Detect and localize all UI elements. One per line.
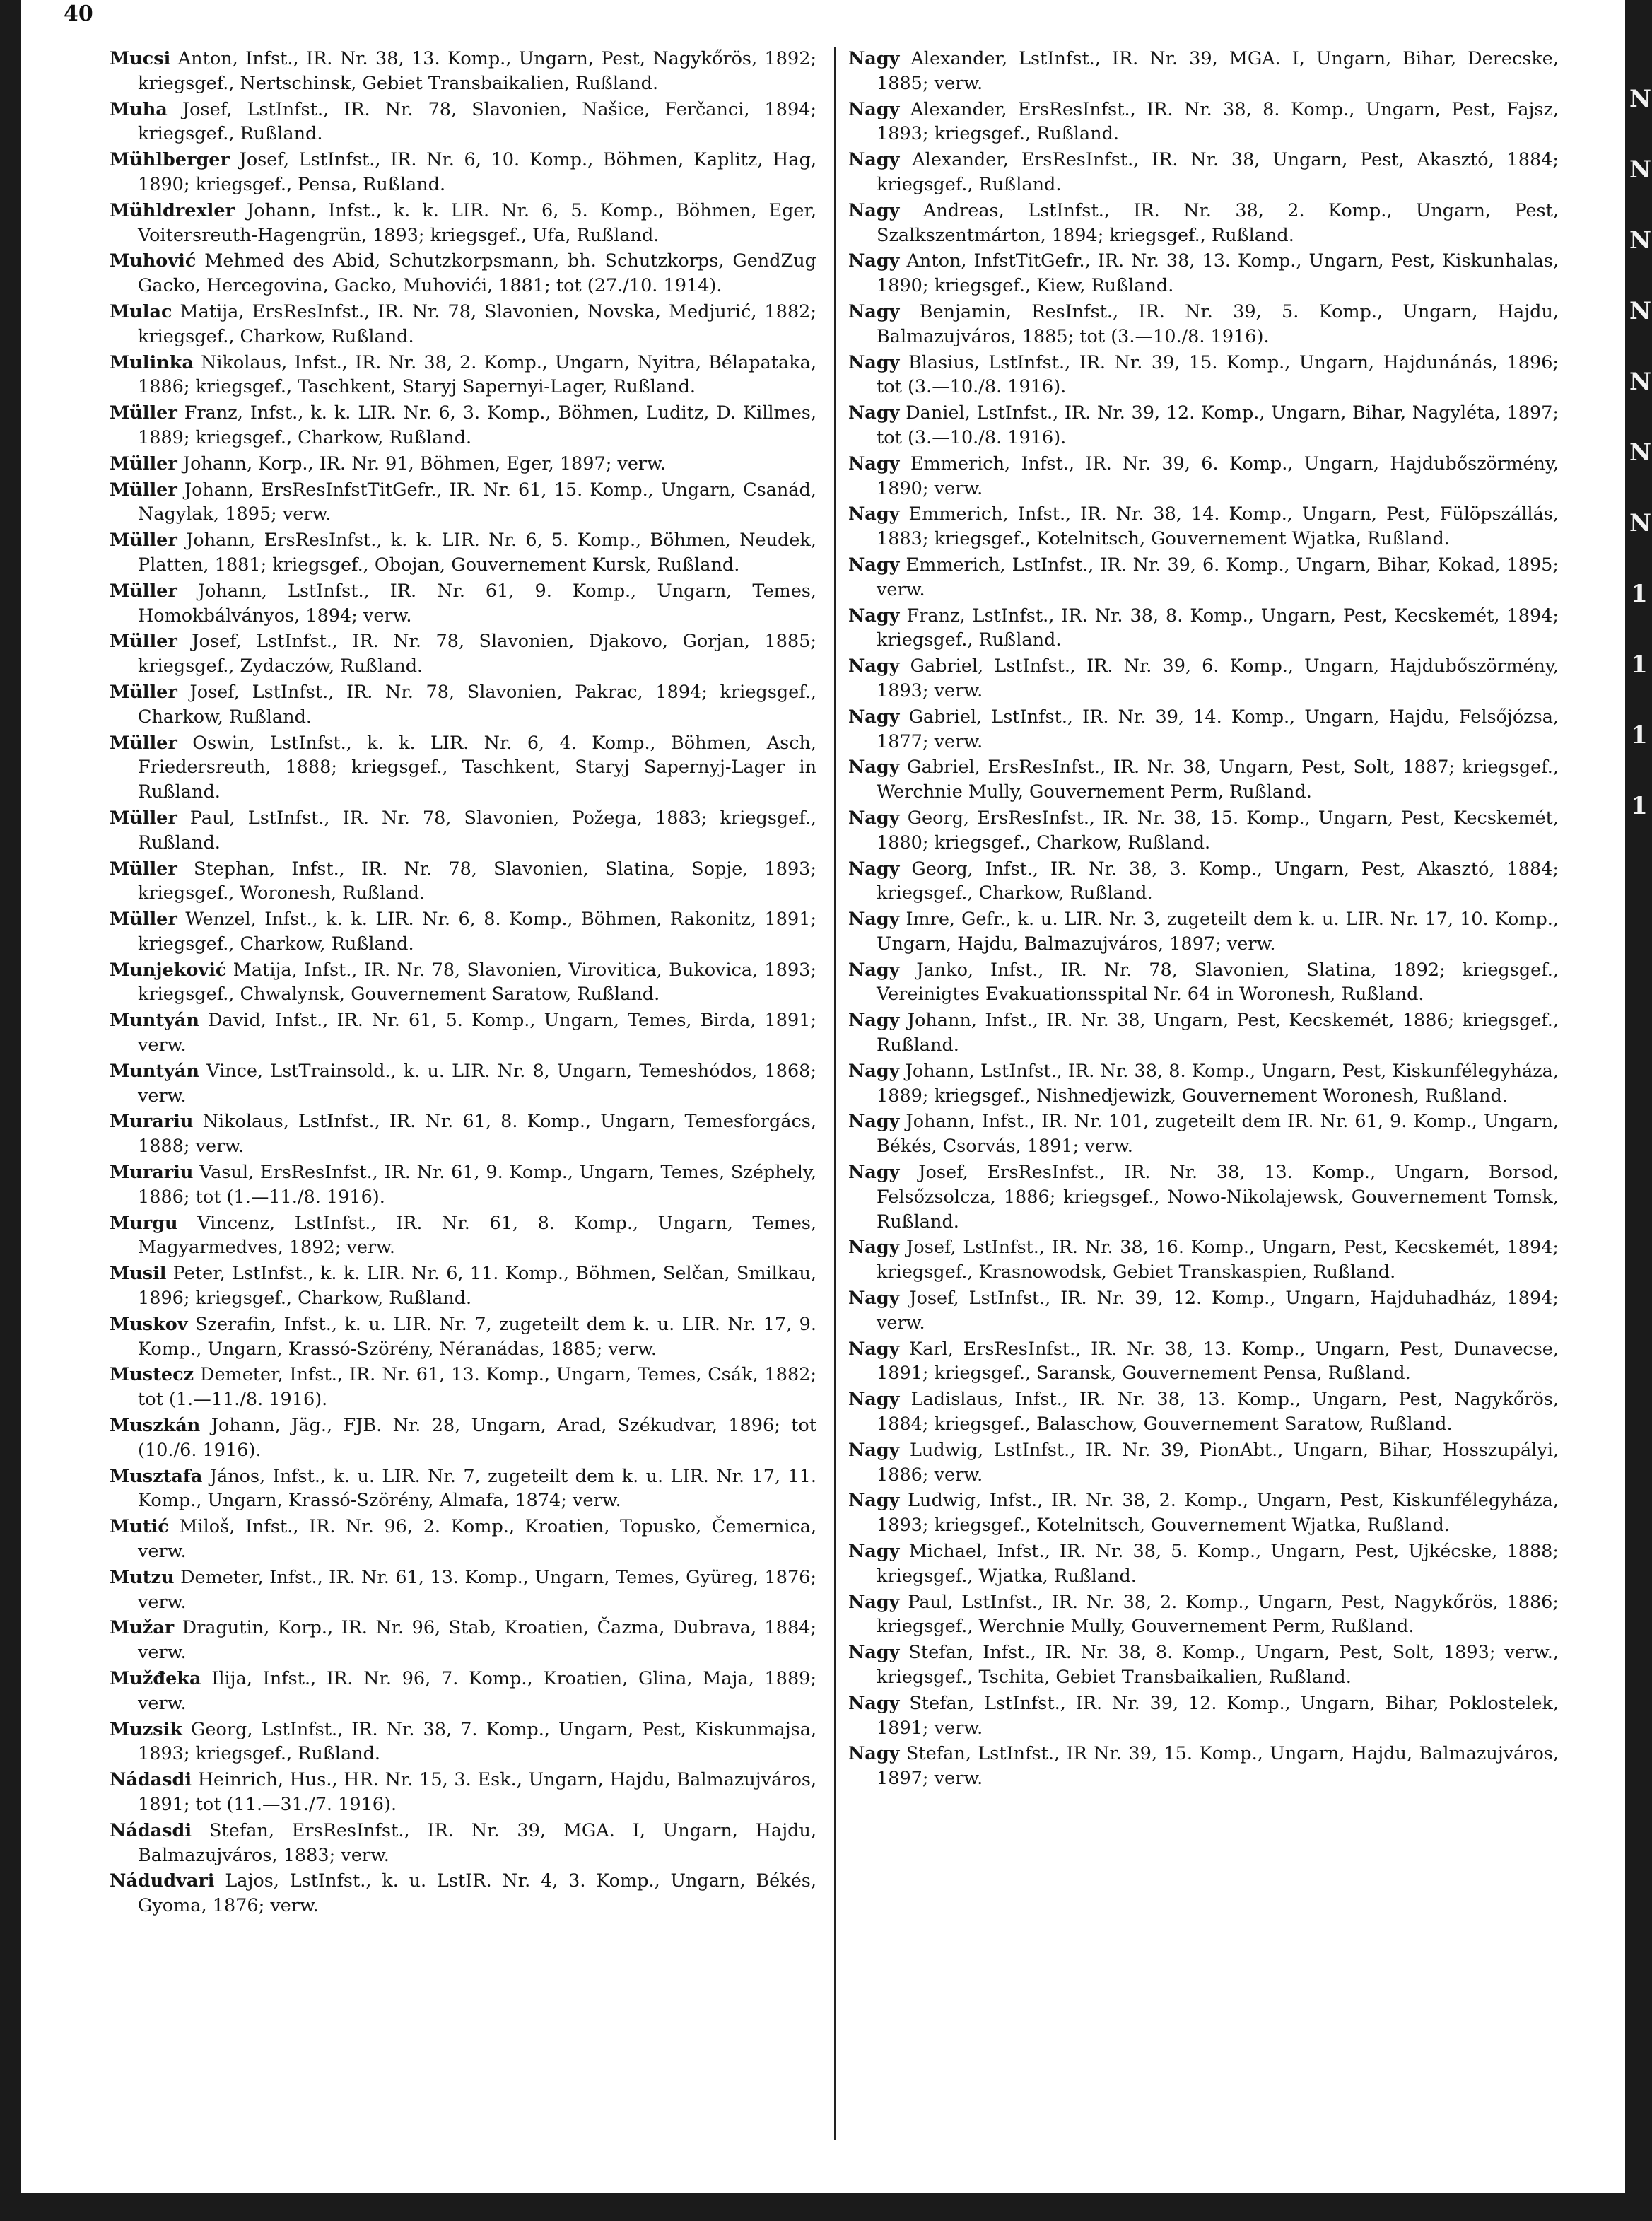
casualty-entry: [110, 1109, 816, 1159]
entry-surname: Nádudvari: [110, 1870, 215, 1892]
casualty-entry: [848, 148, 1559, 197]
edge-letter: N: [1629, 509, 1652, 537]
casualty-entry: [848, 502, 1559, 552]
entry-details: Emmerich, Infst., IR. Nr. 38, 14. Komp., Ungarn, Pest, Fülöpszállás, 1883; kriegsgef., Kotelnitsch, Gouvernement Wjatka, Rußland.: [877, 503, 1559, 550]
entry-details: Michael, Infst., IR. Nr. 38, 5. Komp., Ungarn, Pest, Ujkécske, 1888; kriegsgef., Wjatka, Rußland.: [877, 1541, 1559, 1587]
casualty-entry: [110, 1819, 816, 1868]
casualty-entry: [848, 401, 1559, 450]
entry-details: Daniel, LstInfst., IR. Nr. 39, 12. Komp., Ungarn, Bihar, Nagyléta, 1897; tot (3.—10./8. 1916).: [877, 402, 1559, 448]
entry-surname: Nagy: [848, 453, 900, 474]
edge-letter: N: [1629, 368, 1652, 396]
entry-surname: Nagy: [848, 655, 900, 677]
casualty-entry: [110, 1667, 816, 1716]
entry-details: Ludwig, Infst., IR. Nr. 38, 2. Komp., Ungarn, Pest, Kiskunfélegyháza, 1893; kriegsgef., Kotelnitsch, Gouvernement Wjatka, Rußland.: [877, 1490, 1559, 1537]
casualty-entry: [110, 1160, 816, 1210]
left-column: [110, 47, 816, 1920]
entry-details: Oswin, LstInfst., k. k. LIR. Nr. 6, 4. Komp., Böhmen, Asch, Friedersreuth, 1888; kriegsgef., Taschkent, Staryj Sapernyj-Lager in Rußland.: [138, 732, 817, 803]
casualty-entry: [848, 755, 1559, 805]
entry-details: Franz, LstInfst., IR. Nr. 38, 8. Komp., Ungarn, Pest, Kecskemét, 1894; kriegsgef., Rußland.: [877, 605, 1559, 651]
entry-surname: Nagy: [848, 351, 900, 373]
entry-surname: Mühldrexler: [110, 199, 235, 221]
entry-surname: Nagy: [848, 757, 900, 779]
casualty-entry: [110, 1566, 816, 1615]
entry-details: Matija, Infst., IR. Nr. 78, Slavonien, Virovitica, Bukovica, 1893; kriegsgef., Chwalynsk, Gouvernement Saratow, Rußland.: [138, 959, 816, 1005]
entry-surname: Munjeković: [110, 959, 227, 981]
casualty-entry: [848, 1387, 1559, 1437]
entry-details: Josef, LstInfst., IR. Nr. 78, Slavonien, Djakovo, Gorjan, 1885; kriegsgef., Zydaczów, Rußland.: [138, 631, 817, 677]
entry-surname: Murariu: [110, 1111, 194, 1133]
edge-letter: 1: [1631, 721, 1648, 750]
entry-surname: Mulinka: [110, 351, 194, 373]
entry-surname: Mucsi: [110, 48, 171, 69]
entry-details: Josef, LstInfst., IR. Nr. 78, Slavonien, Našice, Ferčanci, 1894; kriegsgef., Rußland.: [138, 98, 816, 145]
entry-details: Vasul, ErsResInfst., IR. Nr. 61, 9. Komp., Ungarn, Temes, Széphely, 1886; tot (1.—11./8. 1916).: [138, 1162, 816, 1208]
edge-letter: N: [1629, 85, 1652, 113]
entry-surname: Nagy: [848, 1642, 900, 1664]
casualty-entry: [110, 478, 816, 527]
edge-letter: N: [1629, 226, 1652, 255]
entry-details: Johann, Infst., IR. Nr. 101, zugeteilt dem IR. Nr. 61, 9. Komp., Ungarn, Békés, Csorvás, 1891; verw.: [877, 1111, 1559, 1158]
entry-details: Vincenz, LstInfst., IR. Nr. 61, 8. Komp., Ungarn, Temes, Magyarmedves, 1892; verw.: [138, 1212, 817, 1259]
entry-details: Johann, Jäg., FJB. Nr. 28, Ungarn, Arad, Székudvar, 1896; tot (10./6. 1916).: [138, 1415, 816, 1461]
casualty-entry: [110, 1059, 816, 1109]
casualty-entry: [848, 806, 1559, 856]
casualty-entry: [848, 1488, 1559, 1538]
entry-surname: Mühlberger: [110, 149, 230, 171]
entry-details: Alexander, LstInfst., IR. Nr. 39, MGA. I, Ungarn, Bihar, Derecske, 1885; verw.: [877, 48, 1559, 94]
entry-surname: Nagy: [848, 1338, 900, 1360]
entry-details: Vince, LstTrainsold., k. u. LIR. Nr. 8, Ungarn, Temeshódos, 1868; verw.: [138, 1060, 816, 1107]
casualty-entry: [110, 401, 816, 450]
entry-details: Paul, LstInfst., IR. Nr. 78, Slavonien, Požega, 1883; kriegsgef., Rußland.: [138, 807, 817, 853]
casualty-entry: [848, 199, 1559, 248]
casualty-entry: [848, 1059, 1559, 1109]
casualty-entry: [110, 199, 816, 248]
casualty-entry: [848, 1742, 1559, 1791]
casualty-entry: [848, 857, 1559, 907]
casualty-entry: [110, 857, 816, 907]
adjacent-page-edge-letters: [1629, 64, 1652, 841]
entry-details: David, Infst., IR. Nr. 61, 5. Komp., Ungarn, Temes, Birda, 1891; verw.: [138, 1010, 816, 1056]
entry-surname: Nagy: [848, 149, 900, 171]
entry-surname: Muntyán: [110, 1060, 199, 1082]
casualty-entry: [848, 907, 1559, 957]
entry-surname: Müller: [110, 681, 177, 703]
entry-details: Emmerich, Infst., IR. Nr. 39, 6. Komp., Ungarn, Hajdubőszörmény, 1890; verw.: [877, 453, 1559, 499]
casualty-entry: [110, 1312, 816, 1362]
casualty-entry: [848, 351, 1559, 400]
entry-details: Johann, LstInfst., IR. Nr. 38, 8. Komp., Ungarn, Pest, Kiskunfélegyháza, 1889; kriegsgef., Nishnedjewizk, Gouvernement Woronesh, Rußland.: [877, 1060, 1559, 1107]
entry-surname: Musztafa: [110, 1465, 203, 1487]
entry-details: Gabriel, LstInfst., IR. Nr. 39, 14. Komp., Ungarn, Hajdu, Felsőjózsa, 1877; verw.: [877, 706, 1559, 752]
entry-surname: Nagy: [848, 959, 900, 981]
casualty-entry: [848, 1286, 1559, 1336]
entry-surname: Muszkán: [110, 1415, 201, 1437]
entry-details: Johann, ErsResInfst., k. k. LIR. Nr. 6, 5. Komp., Böhmen, Neudek, Platten, 1881; kriegsgef., Obojan, Gouvernement Kursk, Rußland.: [138, 530, 816, 576]
entry-details: Anton, InfstTitGefr., IR. Nr. 38, 13. Komp., Ungarn, Pest, Kiskunhalas, 1890; kriegsgef., Kiew, Rußland.: [877, 250, 1559, 297]
entry-surname: Nagy: [848, 1060, 900, 1082]
left-scan-edge: [0, 0, 21, 2221]
casualty-entry: [848, 47, 1559, 96]
entry-details: Peter, LstInfst., k. k. LIR. Nr. 6, 11. Komp., Böhmen, Selčan, Smilkau, 1896; kriegsgef., Charkow, Rußland.: [138, 1263, 816, 1310]
entry-surname: Nagy: [848, 807, 900, 829]
entry-details: Dragutin, Korp., IR. Nr. 96, Stab, Kroatien, Čazma, Dubrava, 1884; verw.: [138, 1617, 816, 1664]
entry-details: Miloš, Infst., IR. Nr. 96, 2. Komp., Kroatien, Topusko, Čemernica, verw.: [138, 1516, 817, 1563]
column-divider: [834, 47, 836, 2140]
casualty-entry: [848, 1160, 1559, 1234]
entry-surname: Muha: [110, 98, 168, 120]
entry-details: Ladislaus, Infst., IR. Nr. 38, 13. Komp., Ungarn, Pest, Nagykőrös, 1884; kriegsgef., Balaschow, Gouvernement Saratow, Rußland.: [877, 1389, 1559, 1435]
entry-surname: Müller: [110, 631, 177, 653]
casualty-entry: [110, 1718, 816, 1767]
entry-details: Blasius, LstInfst., IR. Nr. 39, 15. Komp., Ungarn, Hajdunánás, 1896; tot (3.—10./8. 1916).: [877, 351, 1559, 398]
casualty-entry: [110, 1515, 816, 1564]
entry-surname: Nagy: [848, 1389, 900, 1411]
casualty-entry: [848, 300, 1559, 349]
entry-details: Franz, Infst., k. k. LIR. Nr. 6, 3. Komp., Böhmen, Luditz, D. Killmes, 1889; kriegsgef., Charkow, Rußland.: [138, 402, 816, 448]
entry-surname: Müller: [110, 479, 177, 501]
entry-surname: Mustecz: [110, 1364, 194, 1386]
casualty-entry: [110, 1616, 816, 1665]
entry-details: Johann, LstInfst., IR. Nr. 61, 9. Komp., Ungarn, Temes, Homokbálványos, 1894; verw.: [138, 580, 816, 626]
entry-details: Josef, LstInfst., IR. Nr. 39, 12. Komp., Ungarn, Hajduhadház, 1894; verw.: [877, 1288, 1559, 1334]
entry-details: Stephan, Infst., IR. Nr. 78, Slavonien, Slatina, Sopje, 1893; kriegsgef., Woronesh, Rußland.: [138, 858, 816, 904]
casualty-entry: [110, 249, 816, 298]
entry-surname: Muzsik: [110, 1718, 182, 1740]
casualty-entry: [848, 1438, 1559, 1488]
casualty-entry: [848, 1539, 1559, 1589]
entry-surname: Nagy: [848, 554, 900, 576]
entry-details: Ilija, Infst., IR. Nr. 96, 7. Komp., Kroatien, Glina, Maja, 1889; verw.: [138, 1668, 816, 1714]
entry-details: Heinrich, Hus., HR. Nr. 15, 3. Esk., Ungarn, Hajdu, Balmazujváros, 1891; tot (11.—31./7. 1916).: [138, 1769, 817, 1815]
entry-surname: Nagy: [848, 199, 900, 221]
entry-surname: Nagy: [848, 1439, 900, 1461]
casualty-entry: [110, 907, 816, 957]
entry-details: Demeter, Infst., IR. Nr. 61, 13. Komp., Ungarn, Temes, Csák, 1882; tot (1.—11./8. 1916).: [138, 1364, 816, 1411]
entry-details: Emmerich, LstInfst., IR. Nr. 39, 6. Komp., Ungarn, Bihar, Kokad, 1895; verw.: [877, 554, 1559, 600]
casualty-entry: [110, 680, 816, 730]
entry-details: Alexander, ErsResInfst., IR. Nr. 38, Ungarn, Pest, Akasztó, 1884; kriegsgef., Rußland.: [877, 149, 1559, 195]
casualty-entry: [110, 629, 816, 679]
entry-surname: Müller: [110, 580, 177, 602]
entry-surname: Nádasdi: [110, 1769, 192, 1791]
entry-surname: Mutzu: [110, 1566, 175, 1588]
entry-details: Georg, LstInfst., IR. Nr. 38, 7. Komp., Ungarn, Pest, Kiskunmajsa, 1893; kriegsgef., Rußland.: [138, 1718, 817, 1765]
entry-surname: Nagy: [848, 1541, 900, 1563]
casualty-entry: [848, 1235, 1559, 1285]
casualty-entry: [848, 705, 1559, 754]
entry-surname: Mutić: [110, 1516, 169, 1538]
entry-surname: Nagy: [848, 1162, 900, 1184]
casualty-entry: [110, 1008, 816, 1058]
casualty-entry: [110, 1211, 816, 1261]
entry-details: Stefan, ErsResInfst., IR. Nr. 39, MGA. I, Ungarn, Hajdu, Balmazujváros, 1883; verw.: [138, 1819, 816, 1866]
entry-details: Stefan, Infst., IR. Nr. 38, 8. Komp., Ungarn, Pest, Solt, 1893; verw., kriegsgef., Tschita, Gebiet Transbaikalien, Rußland.: [877, 1642, 1559, 1688]
entry-surname: Müller: [110, 402, 177, 424]
entry-details: Szerafin, Infst., k. u. LIR. Nr. 7, zugeteilt dem k. u. LIR. Nr. 17, 9. Komp., Ungarn, Krassó-Szörény, Néranádas, 1885; verw.: [138, 1313, 816, 1360]
entry-details: János, Infst., k. u. LIR. Nr. 7, zugeteilt dem k. u. LIR. Nr. 17, 11. Komp., Ungarn, Krassó-Szörény, Almafa, 1874; verw.: [138, 1465, 817, 1512]
entry-details: Matija, ErsResInfst., IR. Nr. 78, Slavonien, Novska, Medjurić, 1882; kriegsgef., Charkow, Rußland.: [138, 301, 816, 347]
casualty-entry: [110, 452, 816, 477]
casualty-entry: [848, 1109, 1559, 1159]
casualty-entry: [110, 300, 816, 349]
entry-details: Johann, Infst., IR. Nr. 38, Ungarn, Pest, Kecskemét, 1886; kriegsgef., Rußland.: [877, 1010, 1559, 1056]
entry-surname: Nagy: [848, 1237, 900, 1259]
entry-surname: Nagy: [848, 301, 900, 322]
entry-details: Ludwig, LstInfst., IR. Nr. 39, PionAbt., Ungarn, Bihar, Hosszupályi, 1886; verw.: [877, 1439, 1559, 1486]
entry-surname: Nagy: [848, 605, 900, 626]
entry-surname: Muntyán: [110, 1010, 199, 1032]
casualty-entry: [110, 528, 816, 578]
casualty-entry: [848, 553, 1559, 602]
entry-details: Stefan, LstInfst., IR Nr. 39, 15. Komp., Ungarn, Hajdu, Balmazujváros, 1897; verw.: [877, 1743, 1559, 1790]
entry-surname: Murariu: [110, 1162, 194, 1184]
entry-details: Gabriel, ErsResInfst., IR. Nr. 38, Ungarn, Pest, Solt, 1887; kriegsgef., Werchnie Mully, Gouvernement Perm, Rußland.: [877, 757, 1559, 803]
edge-letter: 1: [1631, 651, 1648, 679]
right-column: [848, 47, 1559, 1792]
entry-details: Josef, ErsResInfst., IR. Nr. 38, 13. Komp., Ungarn, Borsod, Felsőzsolcza, 1886; kriegsgef., Nowo-Nikolajewsk, Gouvernement Tomsk, Rußland.: [877, 1162, 1559, 1232]
edge-letter: N: [1629, 156, 1652, 184]
entry-details: Johann, Infst., k. k. LIR. Nr. 6, 5. Komp., Böhmen, Eger, Voitersreuth-Hagengrün, 1893; kriegsgef., Ufa, Rußland.: [138, 199, 816, 246]
casualty-entry: [848, 654, 1559, 704]
entry-surname: Mulac: [110, 301, 172, 322]
edge-letter: 1: [1631, 580, 1648, 608]
entry-surname: Mužar: [110, 1617, 175, 1639]
casualty-entry: [110, 958, 816, 1008]
entry-details: Johann, ErsResInfstTitGefr., IR. Nr. 61, 15. Komp., Ungarn, Csanád, Nagylak, 1895; verw.: [138, 479, 816, 525]
entry-surname: Nádasdi: [110, 1819, 192, 1841]
edge-letter: N: [1629, 438, 1652, 467]
entry-details: Paul, LstInfst., IR. Nr. 38, 2. Komp., Ungarn, Pest, Nagykőrös, 1886; kriegsgef., Werchnie Mully, Gouvernement Perm, Rußland.: [877, 1591, 1559, 1638]
entry-surname: Nagy: [848, 706, 900, 728]
casualty-entry: [110, 1261, 816, 1311]
entry-details: Janko, Infst., IR. Nr. 78, Slavonien, Slatina, 1892; kriegsgef., Vereinigtes Evakuationsspital Nr. 64 in Woronesh, Rußland.: [877, 959, 1559, 1005]
entry-surname: Nagy: [848, 503, 900, 525]
entry-details: Karl, ErsResInfst., IR. Nr. 38, 13. Komp., Ungarn, Pest, Dunavecse, 1891; kriegsgef., Saransk, Gouvernement Pensa, Rußland.: [877, 1338, 1559, 1385]
entry-surname: Müller: [110, 807, 177, 829]
entry-surname: Nagy: [848, 250, 900, 272]
casualty-entry: [110, 1413, 816, 1463]
page-number: 40: [64, 1, 93, 26]
edge-letter: 1: [1631, 792, 1648, 820]
entry-surname: Nagy: [848, 909, 900, 931]
entry-details: Anton, Infst., IR. Nr. 38, 13. Komp., Ungarn, Pest, Nagykőrös, 1892; kriegsgef., Nertschinsk, Gebiet Transbaikalien, Rußland.: [138, 48, 817, 94]
casualty-entry: [848, 1337, 1559, 1387]
casualty-entry: [848, 98, 1559, 147]
casualty-entry: [110, 351, 816, 400]
entry-surname: Nagy: [848, 1692, 900, 1714]
casualty-entry: [848, 249, 1559, 298]
casualty-entry: [110, 806, 816, 856]
entry-surname: Nagy: [848, 48, 900, 69]
casualty-entry: [110, 47, 816, 96]
entry-surname: Nagy: [848, 402, 900, 424]
entry-details: Gabriel, LstInfst., IR. Nr. 39, 6. Komp., Ungarn, Hajdubőszörmény, 1893; verw.: [877, 655, 1559, 701]
entry-surname: Müller: [110, 909, 177, 931]
entry-surname: Müller: [110, 530, 177, 552]
entry-surname: Nagy: [848, 858, 900, 880]
entry-details: Josef, LstInfst., IR. Nr. 38, 16. Komp., Ungarn, Pest, Kecskemét, 1894; kriegsgef., Krasnowodsk, Gebiet Transkaspien, Rußland.: [877, 1237, 1559, 1283]
casualty-entry: [848, 452, 1559, 501]
edge-letter: N: [1629, 297, 1652, 325]
entry-details: Benjamin, ResInfst., IR. Nr. 39, 5. Komp., Ungarn, Hajdu, Balmazujváros, 1885; tot (3.—10./8. 1916).: [877, 301, 1559, 347]
entry-surname: Murgu: [110, 1212, 178, 1234]
entry-surname: Nagy: [848, 1743, 900, 1765]
casualty-entry: [848, 1640, 1559, 1690]
casualty-entry: [848, 1590, 1559, 1640]
casualty-entry: [110, 1869, 816, 1918]
entry-surname: Nagy: [848, 98, 900, 120]
entry-details: Alexander, ErsResInfst., IR. Nr. 38, 8. Komp., Ungarn, Pest, Fajsz, 1893; kriegsgef., Rußland.: [877, 98, 1559, 145]
entry-details: Imre, Gefr., k. u. LIR. Nr. 3, zugeteilt dem k. u. LIR. Nr. 17, 10. Komp., Ungarn, Hajdu, Balmazujváros, 1897; verw.: [877, 909, 1559, 955]
casualty-entry: [848, 1691, 1559, 1741]
casualty-entry: [110, 1363, 816, 1412]
entry-surname: Mužđeka: [110, 1668, 201, 1689]
casualty-entry: [110, 579, 816, 629]
bottom-scan-edge: [0, 2193, 1652, 2221]
entry-surname: Müller: [110, 453, 177, 474]
entry-surname: Muhović: [110, 250, 197, 272]
entry-details: Georg, ErsResInfst., IR. Nr. 38, 15. Komp., Ungarn, Pest, Kecskemét, 1880; kriegsgef., Charkow, Rußland.: [877, 807, 1559, 853]
entry-surname: Nagy: [848, 1010, 900, 1032]
entry-surname: Muskov: [110, 1313, 188, 1335]
entry-details: Nikolaus, Infst., IR. Nr. 38, 2. Komp., Ungarn, Nyitra, Bélapataka, 1886; kriegsgef., Taschkent, Staryj Sapernyi-Lager, Rußland.: [138, 351, 816, 398]
casualty-entry: [110, 731, 816, 805]
entry-surname: Nagy: [848, 1591, 900, 1613]
entry-surname: Musil: [110, 1263, 167, 1285]
entry-details: Demeter, Infst., IR. Nr. 61, 13. Komp., Ungarn, Temes, Gyüreg, 1876; verw.: [138, 1566, 816, 1613]
entry-surname: Nagy: [848, 1111, 900, 1133]
entry-details: Wenzel, Infst., k. k. LIR. Nr. 6, 8. Komp., Böhmen, Rakonitz, 1891; kriegsgef., Charkow, Rußland.: [138, 909, 816, 955]
casualty-entry: [110, 1768, 816, 1817]
entry-details: Nikolaus, LstInfst., IR. Nr. 61, 8. Komp., Ungarn, Temesforgács, 1888; verw.: [138, 1111, 817, 1158]
casualty-entry: [110, 148, 816, 197]
casualty-entry: [848, 958, 1559, 1008]
entry-surname: Nagy: [848, 1490, 900, 1512]
casualty-entry: [848, 604, 1559, 653]
entry-details: Lajos, LstInfst., k. u. LstIR. Nr. 4, 3. Komp., Ungarn, Békés, Gyoma, 1876; verw.: [138, 1870, 817, 1917]
casualty-entry: [110, 98, 816, 147]
entry-surname: Müller: [110, 858, 177, 880]
entry-details: Josef, LstInfst., IR. Nr. 6, 10. Komp., Böhmen, Kaplitz, Hag, 1890; kriegsgef., Pensa, Rußland.: [138, 149, 816, 195]
entry-details: Josef, LstInfst., IR. Nr. 78, Slavonien, Pakrac, 1894; kriegsgef., Charkow, Rußland.: [138, 681, 816, 728]
casualty-entry: [848, 1008, 1559, 1058]
entry-details: Johann, Korp., IR. Nr. 91, Böhmen, Eger, 1897; verw.: [182, 453, 667, 474]
casualty-entry: [110, 1464, 816, 1514]
entry-details: Andreas, LstInfst., IR. Nr. 38, 2. Komp., Ungarn, Pest, Szalkszentmárton, 1894; kriegsgef., Rußland.: [877, 199, 1559, 246]
entry-details: Mehmed des Abid, Schutzkorpsmann, bh. Schutzkorps, GendZug Gacko, Hercegovina, Gacko, Muhovići, 1881; tot (27./10. 1914).: [138, 250, 816, 297]
entry-surname: Müller: [110, 732, 177, 754]
entry-details: Georg, Infst., IR. Nr. 38, 3. Komp., Ungarn, Pest, Akasztó, 1884; kriegsgef., Charkow, Rußland.: [877, 858, 1559, 904]
entry-details: Stefan, LstInfst., IR. Nr. 39, 12. Komp., Ungarn, Bihar, Poklostelek, 1891; verw.: [877, 1692, 1559, 1739]
entry-surname: Nagy: [848, 1288, 900, 1310]
